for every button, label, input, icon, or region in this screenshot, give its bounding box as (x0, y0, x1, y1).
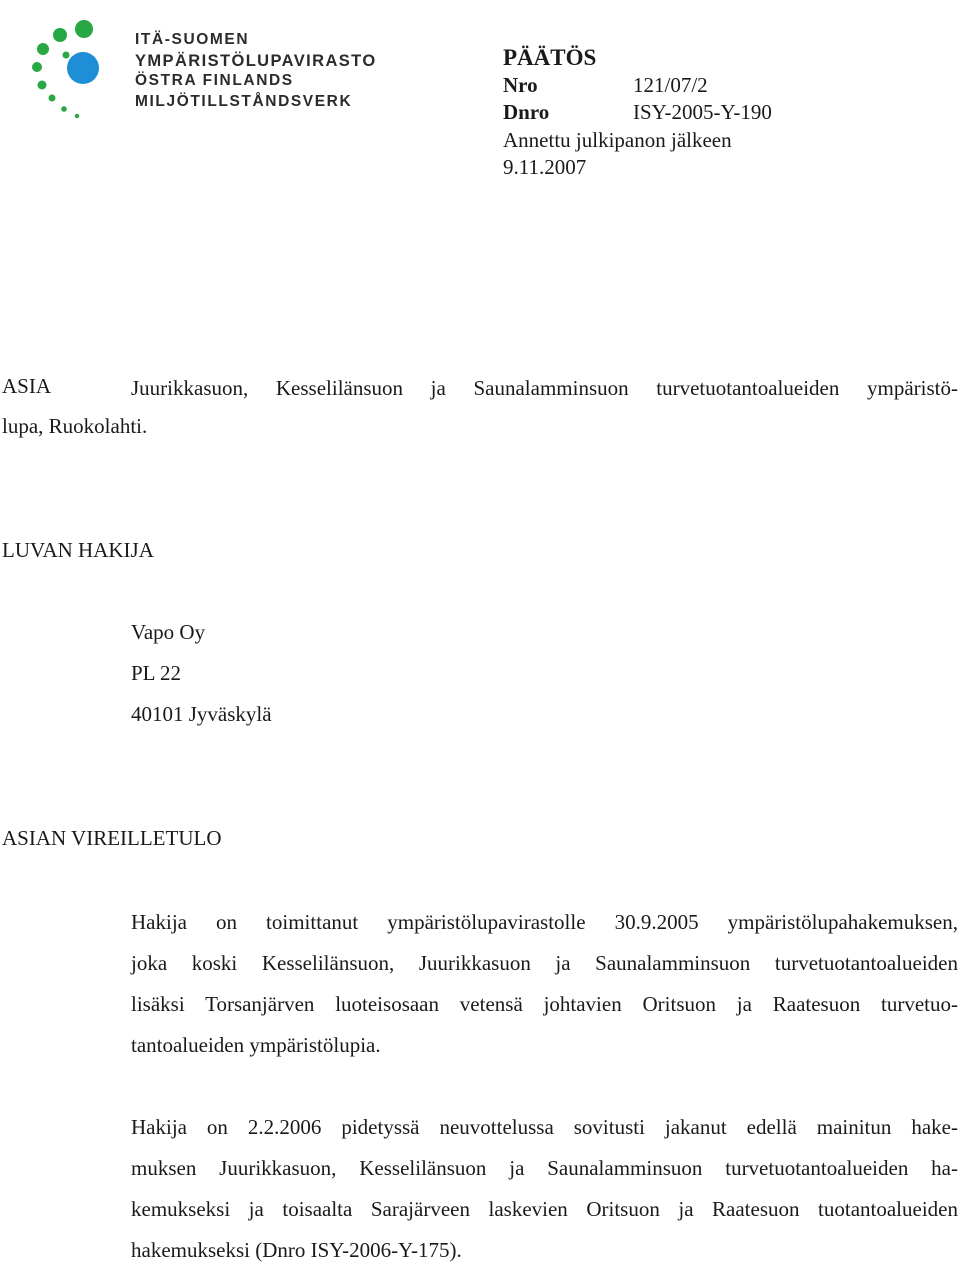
logo-dot (49, 95, 56, 102)
logo-blue-dot (67, 52, 99, 84)
paragraph-line: lisäksi Torsanjärven luoteisosaan vetensä johtavien Oritsuon ja Raatesuon turvetuo- (131, 992, 958, 1016)
agency-logo-icon (26, 10, 106, 125)
vireilletulo-label: ASIAN VIREILLETULO (2, 826, 222, 850)
dnro-label: Dnro (503, 100, 550, 124)
logo-dot (75, 20, 93, 38)
nro-label: Nro (503, 72, 538, 97)
org-line: MILJÖTILLSTÅNDSVERK (135, 92, 353, 110)
nro-row (503, 72, 772, 100)
dnro-value: ISY-2005-Y-190 (633, 100, 772, 124)
paragraph-line: hakemukseksi (Dnro ISY-2006-Y-175). (131, 1238, 462, 1262)
logo-dot (32, 62, 42, 72)
applicant-label: LUVAN HAKIJA (2, 538, 154, 562)
asia-label: ASIA (2, 374, 52, 398)
logo-dot (53, 28, 67, 42)
logo-dot (63, 52, 70, 59)
paragraph-line: joka koski Kesselilänsuon, Juurikkasuon ja Saunalamminsuon turvetuotantoalueiden (131, 951, 958, 975)
applicant-box: PL 22 (131, 661, 181, 685)
decision-header (503, 44, 772, 182)
paragraph-line: tantoalueiden ympäristölupia. (131, 1033, 381, 1057)
asia-line: Juurikkasuon, Kesselilänsuon ja Saunalamminsuon turvetuotantoalueiden ympäristö- (131, 376, 958, 400)
applicant-name: Vapo Oy (131, 620, 206, 644)
org-line: ÖSTRA FINLANDS (135, 72, 294, 89)
organization-name (135, 30, 377, 112)
document-title: PÄÄTÖS (503, 45, 597, 70)
decision-date: 9.11.2007 (503, 155, 587, 179)
org-line: ITÄ-SUOMEN (135, 31, 250, 48)
published-note: Annettu julkipanon jälkeen (503, 127, 732, 152)
paragraph-line: Hakija on toimittanut ympäristölupavirastolle 30.9.2005 ympäristölupahakemuksen, (131, 910, 958, 934)
vireilletulo-paragraph-2 (131, 1107, 958, 1271)
paragraph-line: kemukseksi ja toisaalta Sarajärveen laskevien Oritsuon ja Raatesuon tuotantoalueiden (131, 1197, 958, 1221)
applicant-city: 40101 Jyväskylä (131, 702, 272, 726)
logo-dot (75, 114, 79, 118)
nro-value: 121/07/2 (633, 72, 708, 97)
org-line: YMPÄRISTÖLUPAVIRASTO (135, 51, 377, 70)
asia-line-continued: lupa, Ruokolahti. (2, 414, 148, 438)
dnro-row (503, 99, 772, 127)
logo-dot (38, 81, 47, 90)
paragraph-line: Hakija on 2.2.2006 pidetyssä neuvottelussa sovitusti jakanut edellä mainitun hake- (131, 1115, 958, 1139)
logo-dot (61, 106, 67, 112)
logo-dot (37, 43, 49, 55)
paragraph-line: muksen Juurikkasuon, Kesselilänsuon ja Saunalamminsuon turvetuotantoalueiden ha- (131, 1156, 958, 1180)
vireilletulo-paragraph-1 (131, 902, 958, 1066)
asia-text (131, 368, 958, 409)
